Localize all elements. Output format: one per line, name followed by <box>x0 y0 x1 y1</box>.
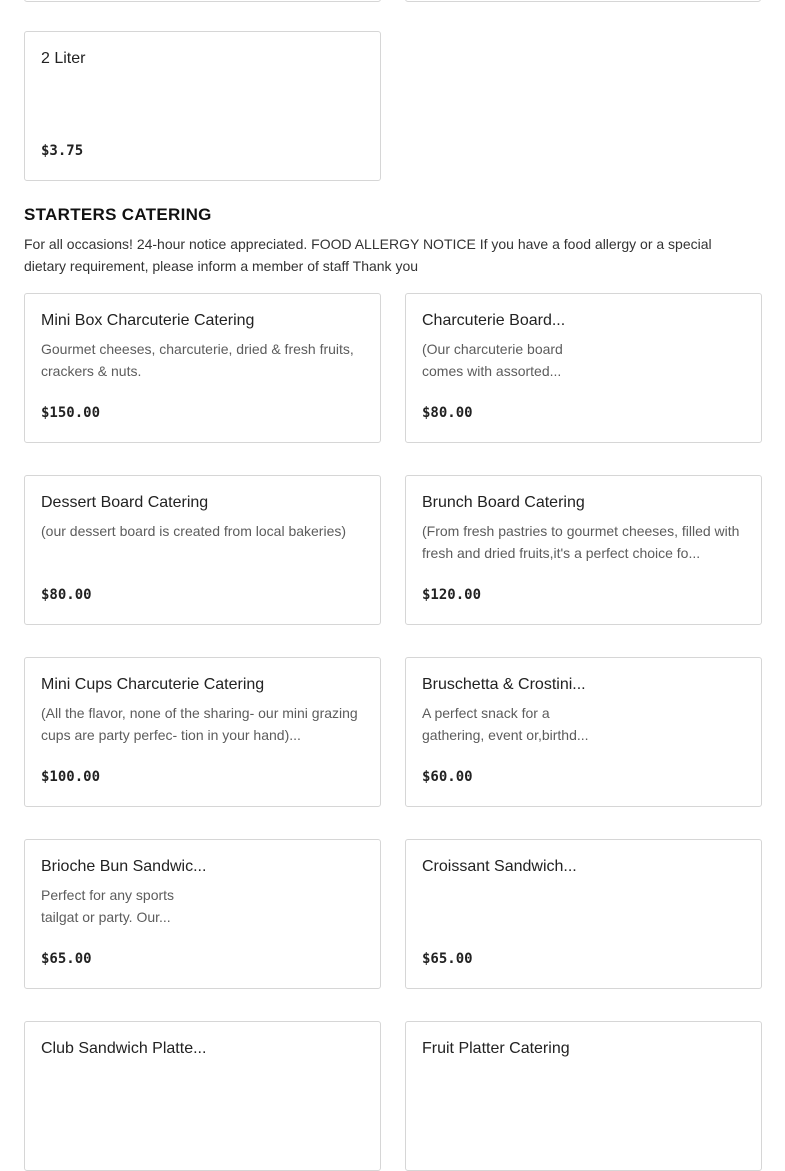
menu-item-card-croissant-sandwich[interactable] <box>405 839 762 989</box>
menu-item-card-dessert-board[interactable] <box>24 475 381 625</box>
menu-item-card-fruit-platter[interactable] <box>405 1021 762 1171</box>
menu-item-card-club-sandwich-platter[interactable] <box>24 1021 381 1171</box>
menu-item-name: Dessert Board Catering <box>41 494 209 511</box>
menu-item-description: Perfect for any sports tailgat or party. Our... <box>41 887 175 925</box>
menu-item-price: $3.75 <box>41 143 84 159</box>
menu-item-price: $65.00 <box>41 951 92 967</box>
menu-item-price: $120.00 <box>422 587 482 603</box>
menu-item-card-partial[interactable] <box>405 0 761 2</box>
menu-item-description: (Our charcuterie board comes with assorted... <box>422 341 563 379</box>
menu-item-description: (From fresh pastries to gourmet cheeses, filled with fresh and dried fruits,it's a perfect choice fo... <box>422 523 740 561</box>
menu-item-description: Gourmet cheeses, charcuterie, dried & fresh fruits, crackers & nuts. <box>41 341 354 379</box>
section-description: For all occasions! 24-hour notice appreciated. FOOD ALLERGY NOTICE If you have a food allergy or a special dietary requirement, please inform a member of staff Thank you <box>24 236 712 274</box>
menu-item-description: A perfect snack for a gathering, event or,birthd... <box>422 705 589 743</box>
menu-item-card-bruschetta-crostini[interactable] <box>405 657 762 807</box>
menu-item-name: Bruschetta & Crostini... <box>422 676 586 693</box>
section-title: STARTERS CATERING <box>24 205 212 224</box>
menu-item-name: 2 Liter <box>41 50 86 67</box>
menu-item-card-partial[interactable] <box>24 0 381 2</box>
menu-item-description: (our dessert board is created from local bakeries) <box>41 523 347 539</box>
menu-item-card-mini-cups-charcuterie[interactable] <box>24 657 381 807</box>
menu-item-name: Charcuterie Board... <box>422 312 566 329</box>
menu-item-card-mini-box-charcuterie[interactable] <box>24 293 381 443</box>
menu-item-card-brioche-bun-sandwich[interactable] <box>24 839 381 989</box>
menu-item-name: Fruit Platter Catering <box>422 1040 570 1057</box>
menu-item-price: $150.00 <box>41 405 101 421</box>
menu-item-card-charcuterie-board[interactable] <box>405 293 762 443</box>
menu-item-price: $65.00 <box>422 951 473 967</box>
menu-item-name: Mini Box Charcuterie Catering <box>41 312 255 329</box>
menu-item-price: $80.00 <box>41 587 92 603</box>
menu-item-card-brunch-board[interactable] <box>405 475 762 625</box>
menu-item-price: $100.00 <box>41 769 101 785</box>
menu-item-price: $80.00 <box>422 405 473 421</box>
menu-item-card-2-liter[interactable] <box>24 31 381 181</box>
menu-item-name: Club Sandwich Platte... <box>41 1040 207 1057</box>
menu-item-name: Brioche Bun Sandwic... <box>41 858 207 875</box>
menu-item-price: $60.00 <box>422 769 473 785</box>
menu-item-description: (All the flavor, none of the sharing- our mini grazing cups are party perfec- tion in your hand)... <box>41 705 358 743</box>
menu-item-name: Brunch Board Catering <box>422 494 585 511</box>
menu-item-name: Croissant Sandwich... <box>422 858 577 875</box>
menu-item-name: Mini Cups Charcuterie Catering <box>41 676 265 693</box>
